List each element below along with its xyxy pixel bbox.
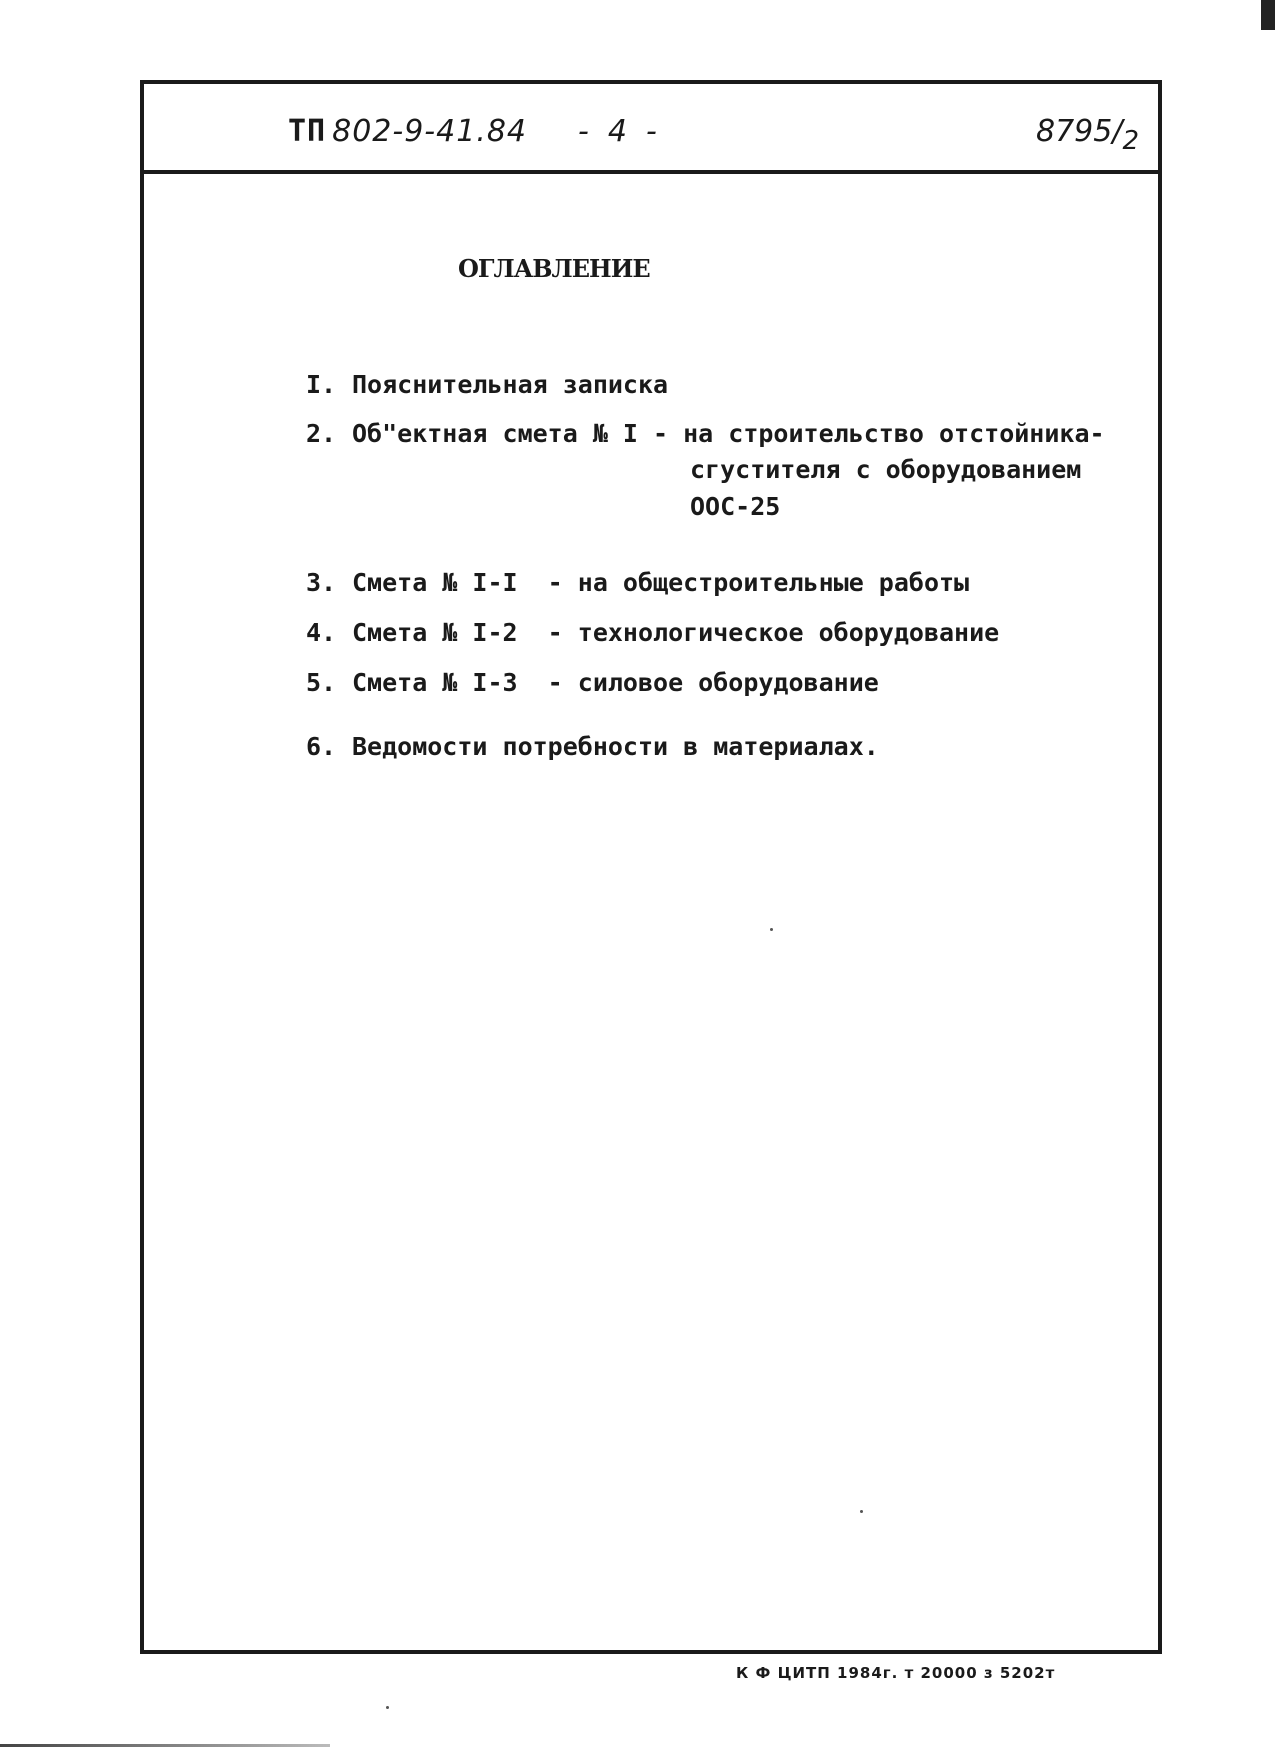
document-code [288,114,527,149]
toc-item-number: 6. [306,732,337,761]
sheet-id-sub: 2 [1122,126,1140,156]
sheet-id-main: 8795/ [1036,114,1123,149]
toc-item-text: Об"ектная смета № I - на строительство отстойника- [352,419,1105,448]
toc-title: ОГЛАВЛЕНИЕ [458,254,650,283]
scan-speck [860,1510,863,1513]
print-mark: К Ф ЦИТП 1984г. т 20000 з 5202т [736,1664,1056,1682]
toc-item-number: 3. [306,568,337,597]
scan-edge-mark [1261,0,1275,30]
header-divider [140,170,1162,174]
scan-speck [386,1706,389,1709]
toc-item [306,419,1105,448]
sheet-frame [140,80,1162,1654]
scan-speck [770,928,773,931]
sheet-id [1036,114,1139,156]
toc-item [306,732,879,761]
toc-item-number: 2. [306,419,337,448]
scan-edge-mark [0,1744,330,1747]
toc-item-text: Пояснительная записка [352,370,669,399]
document-code-number: 802-9-41.84 [332,114,528,149]
toc-item-continuation: сгустителя с оборудованием [690,455,1082,484]
toc-item-continuation: ООС-25 [690,492,781,521]
page-number: - 4 - [578,114,657,149]
toc-item [306,618,999,647]
toc-item [306,370,668,399]
toc-item-number: 4. [306,618,337,647]
toc-item-text: Смета № I-I - на общестроительные работы [352,568,970,597]
toc-item-number: I. [306,370,337,399]
toc-item-text: Смета № I-3 - силовое оборудование [352,668,879,697]
toc-item-text: Смета № I-2 - технологическое оборудование [352,618,1000,647]
toc-item-text: Ведомости потребности в материалах. [352,732,879,761]
toc-item [306,568,969,597]
toc-item [306,668,879,697]
toc-item-number: 5. [306,668,337,697]
document-code-prefix: ТП [288,114,327,149]
